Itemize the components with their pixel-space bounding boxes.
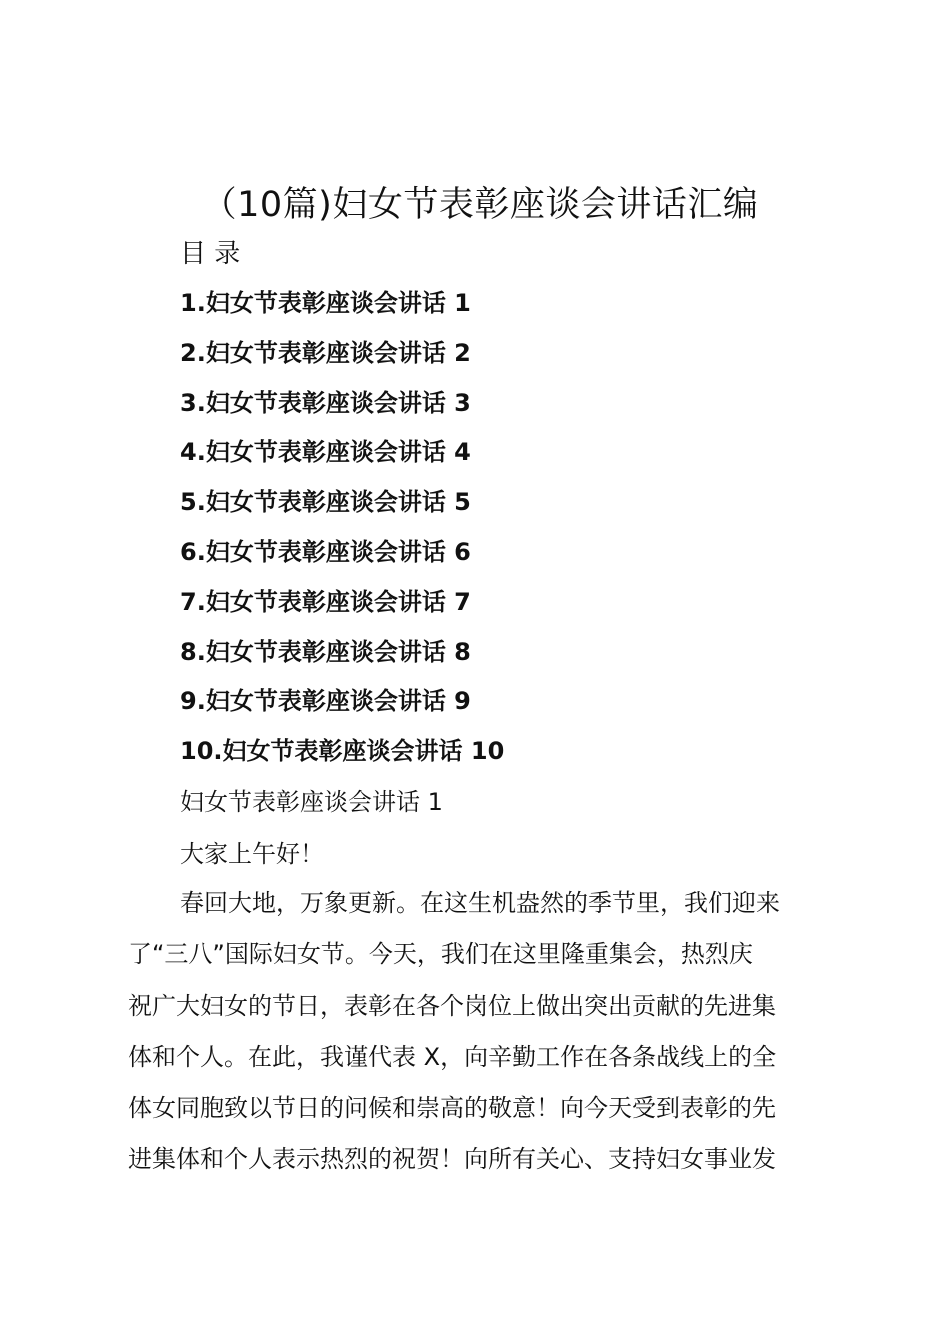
toc-heading: 目 录	[180, 239, 241, 269]
body-line: 春回大地，万象更新。在这生机盎然的季节里，我们迎来	[180, 889, 780, 917]
toc-item[interactable]: 10.妇女节表彰座谈会讲话 10	[180, 737, 505, 766]
body-line: 进集体和个人表示热烈的祝贺！向所有关心、支持妇女事业发	[128, 1145, 776, 1174]
toc-item[interactable]: 4.妇女节表彰座谈会讲话 4	[180, 438, 471, 467]
toc-item[interactable]: 2.妇女节表彰座谈会讲话 2	[180, 338, 471, 367]
greeting-text: 大家上午好！	[180, 840, 324, 868]
section-heading: 妇女节表彰座谈会讲话 1	[180, 788, 443, 816]
toc-item[interactable]: 9.妇女节表彰座谈会讲话 9	[180, 687, 471, 716]
body-line: 体女同胞致以节日的问候和崇高的敬意！向今天受到表彰的先	[128, 1094, 776, 1123]
toc-item[interactable]: 3.妇女节表彰座谈会讲话 3	[180, 388, 471, 417]
toc-item[interactable]: 5.妇女节表彰座谈会讲话 5	[180, 488, 471, 517]
body-line: 祝广大妇女的节日，表彰在各个岗位上做出突出贡献的先进集	[128, 991, 776, 1020]
toc-item[interactable]: 8.妇女节表彰座谈会讲话 8	[180, 637, 471, 666]
table-of-contents	[180, 283, 504, 781]
document-title: （10篇)妇女节表彰座谈会讲话汇编	[201, 185, 759, 225]
body-line: 体和个人。在此，我谨代表 X，向辛勤工作在各条战线上的全	[128, 1042, 777, 1071]
body-line: 了“三八”国际妇女节。今天，我们在这里隆重集会，热烈庆	[128, 940, 753, 969]
toc-item[interactable]: 1.妇女节表彰座谈会讲话 1	[180, 289, 471, 317]
toc-item[interactable]: 7.妇女节表彰座谈会讲话 7	[180, 587, 471, 616]
body-paragraph	[128, 881, 838, 1189]
toc-item[interactable]: 6.妇女节表彰座谈会讲话 6	[180, 537, 471, 566]
